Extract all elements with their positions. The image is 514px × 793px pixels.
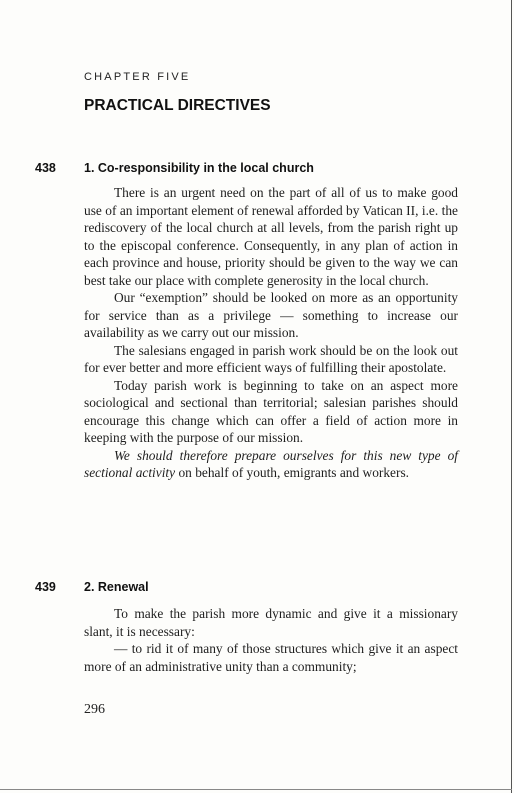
page-number: 296 xyxy=(84,702,105,717)
section-439-body xyxy=(84,605,458,675)
paragraph xyxy=(84,447,458,482)
section-heading-439: 2. Renewal xyxy=(84,580,149,594)
section-heading-438: 1. Co-responsibility in the local church xyxy=(84,161,314,175)
paragraph: The salesians engaged in parish work should be on the look out for ever better and more efficient ways of fulfilling their apostolate. xyxy=(84,342,458,375)
paragraph: Our “exemption” should be looked on more as an opportunity for service than as a privilege — something to increase our availability as we carry out our mission. xyxy=(84,290,458,340)
chapter-label: CHAPTER FIVE xyxy=(84,71,191,83)
paragraph: Today parish work is beginning to take on an aspect more sociological and sectional than territorial; salesian parishes should encourage this change which can offer a field of action more in keeping with the purpose of our mission. xyxy=(84,377,458,445)
page-edge-right xyxy=(511,0,512,793)
chapter-title: PRACTICAL DIRECTIVES xyxy=(84,97,271,114)
paragraph: There is an urgent need on the part of all of us to make good use of an important element of renewal afforded by Vatican II, i.e. the rediscovery of the local church at all levels, from the parish right up to the episcopal conference. Consequently, in any plan of action in each province and house, priority should be given to the way we can best take our place with complete generosity in the local church. xyxy=(84,185,458,288)
list-item: — to rid it of many of those structures which give it an aspect more of an administrative unity than a community; xyxy=(84,641,458,674)
section-number-439: 439 xyxy=(35,580,56,594)
page-edge-bottom xyxy=(0,789,512,790)
italic-emphasis: We should therefore prepare ourselves for this new type of sectional activity xyxy=(84,447,458,480)
section-438-body xyxy=(84,184,458,482)
paragraph-continuation: on behalf of youth, emigrants and workers. xyxy=(175,465,410,480)
section-number-438: 438 xyxy=(35,161,56,175)
paragraph: To make the parish more dynamic and give it a missionary slant, it is necessary: xyxy=(84,606,458,639)
